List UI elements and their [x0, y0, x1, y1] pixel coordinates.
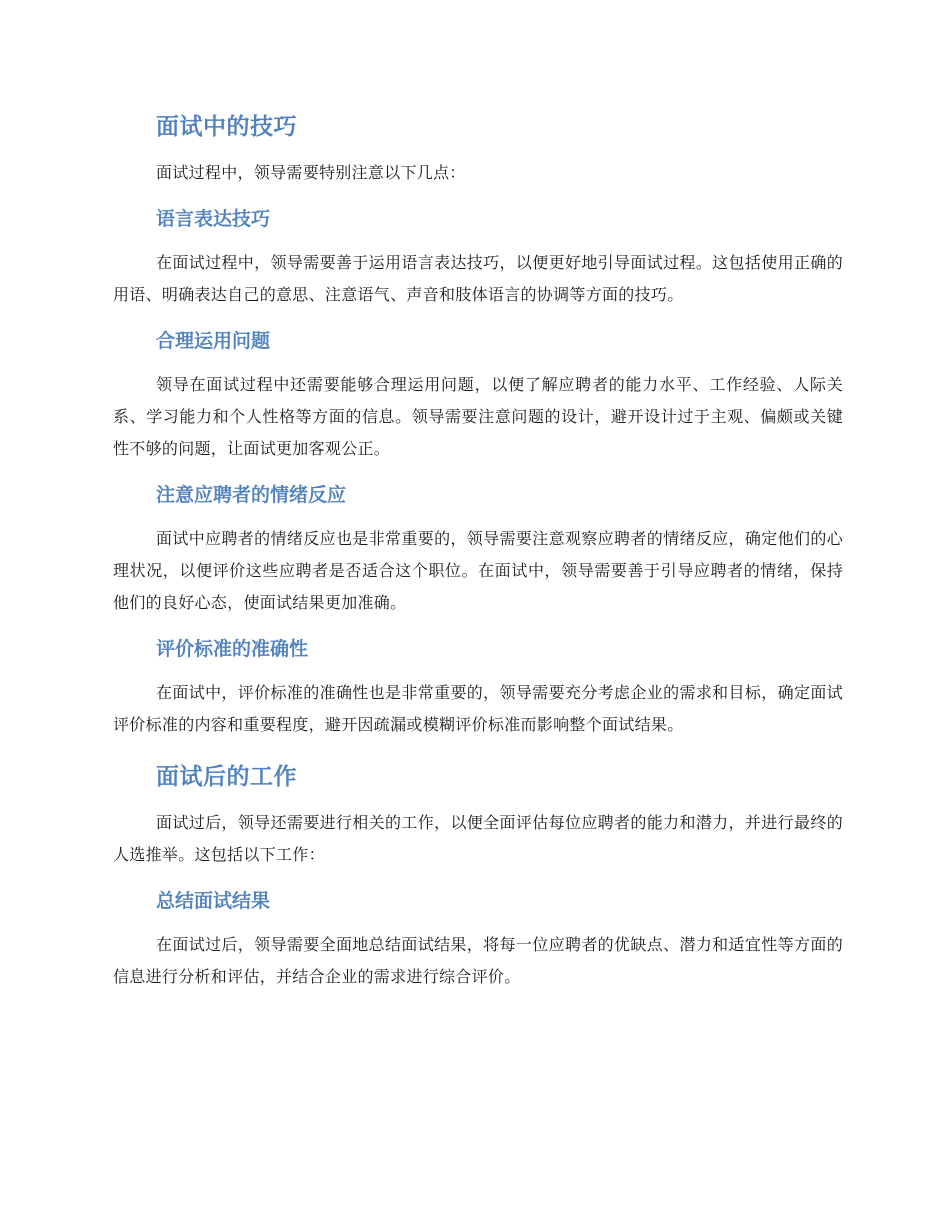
section-heading-post-interview: 面试后的工作 — [156, 764, 297, 790]
subsection-heading-criteria: 评价标准的准确性 — [156, 638, 309, 660]
subsection-body-summary: 在面试过后，领导需要全面地总结面试结果，将每一位应聘者的优缺点、潜力和适宜性等方面的信息进行分析和评估，并结合企业的需求进行综合评价。 — [113, 935, 843, 986]
subsection-heading-questions: 合理运用问题 — [156, 330, 271, 352]
subsection-heading-emotions: 注意应聘者的情绪反应 — [156, 484, 347, 506]
subsection-body-questions: 领导在面试过程中还需要能够合理运用问题，以便了解应聘者的能力水平、工作经验、人际关系、学习能力和个人性格等方面的信息。领导需要注意问题的设计，避开设计过于主观、偏颇或关键性不够的问题，让面试更加客观公正。 — [113, 375, 843, 458]
subsection-heading-summary: 总结面试结果 — [156, 890, 271, 912]
document-content — [113, 105, 843, 993]
section-intro-post-interview: 面试过后，领导还需要进行相关的工作，以便全面评估每位应聘者的能力和潜力，并进行最终的人选推举。这包括以下工作： — [113, 813, 843, 864]
subsection-body-criteria: 在面试中，评价标准的准确性也是非常重要的，领导需要充分考虑企业的需求和目标，确定面试评价标准的内容和重要程度，避开因疏漏或模糊评价标准而影响整个面试结果。 — [113, 683, 843, 734]
section-intro-interview-skills: 面试过程中，领导需要特别注意以下几点： — [156, 163, 466, 182]
subsection-body-emotions: 面试中应聘者的情绪反应也是非常重要的，领导需要注意观察应聘者的情绪反应，确定他们的心理状况，以便评价这些应聘者是否适合这个职位。在面试中，领导需要善于引导应聘者的情绪，保持他们的良好心态，使面试结果更加准确。 — [113, 529, 843, 612]
subsection-heading-language-skills: 语言表达技巧 — [156, 208, 271, 230]
section-heading-interview-skills: 面试中的技巧 — [156, 114, 297, 140]
subsection-body-language-skills: 在面试过程中，领导需要善于运用语言表达技巧，以便更好地引导面试过程。这包括使用正确的用语、明确表达自己的意思、注意语气、声音和肢体语言的协调等方面的技巧。 — [113, 253, 843, 304]
